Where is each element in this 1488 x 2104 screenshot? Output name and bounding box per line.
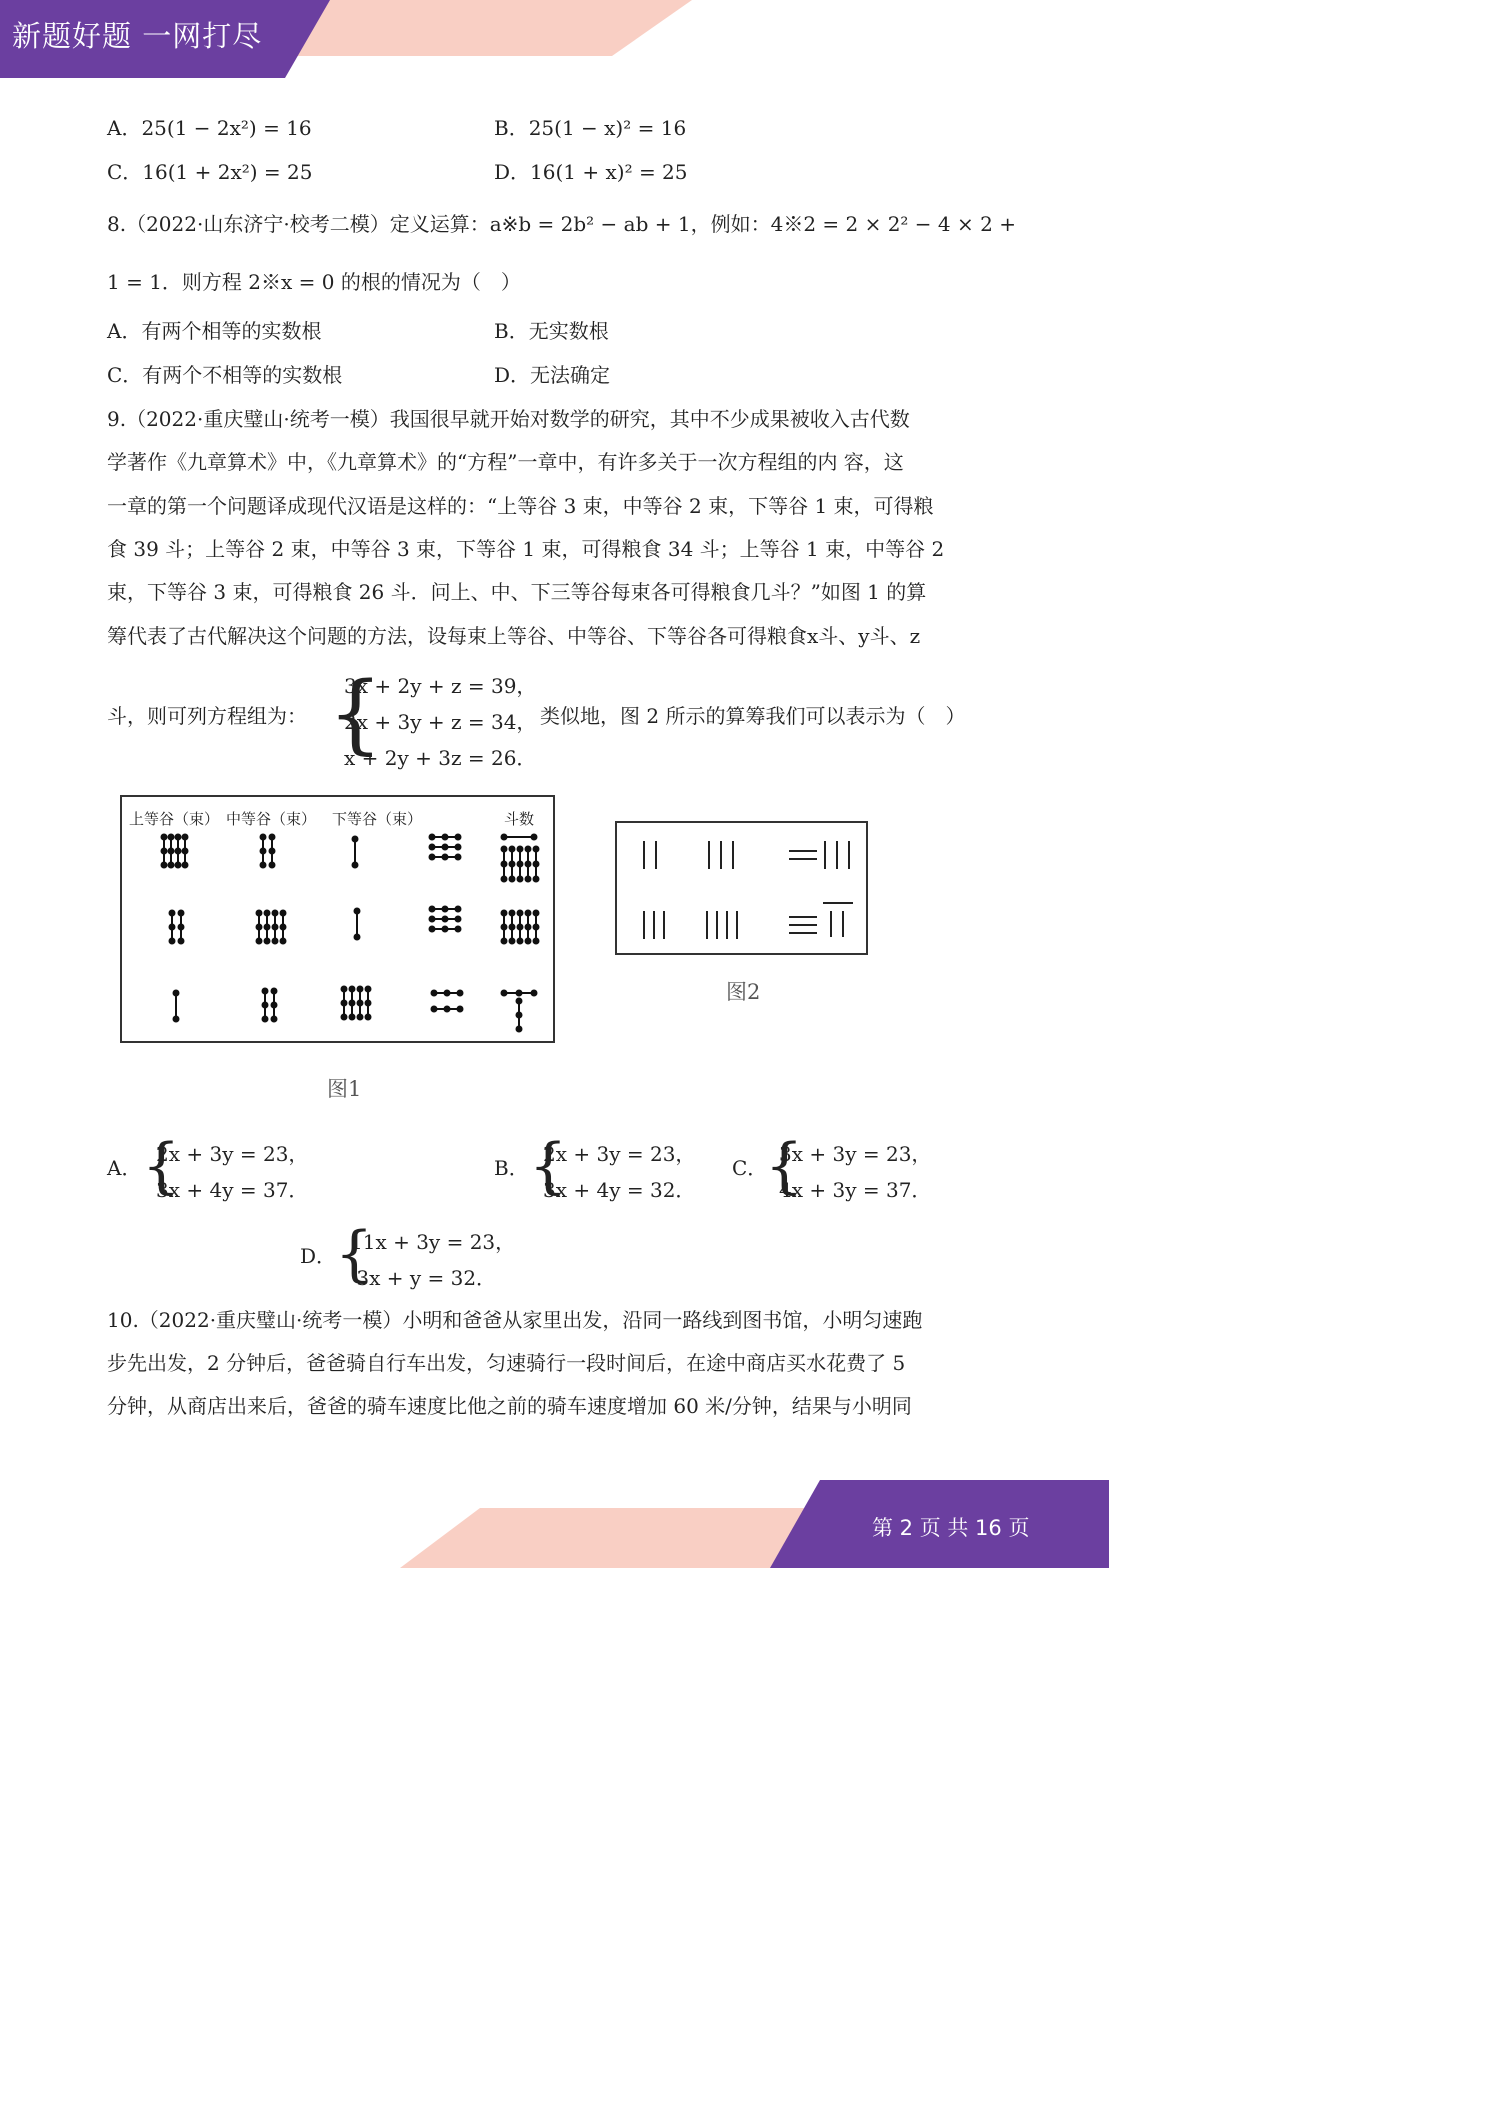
- q9-option-b-eq1: 2x + 3y = 23，: [543, 1142, 696, 1166]
- page-number: 第 2 页 共 16 页: [872, 1516, 1030, 1540]
- q7-option-d: D．16(1 + x)² = 25: [494, 160, 688, 184]
- q8-stem-line2: 1 = 1．则方程 2※x = 0 的根的情况为（ ）: [107, 270, 521, 294]
- q8-option-d: D．无法确定: [494, 363, 611, 387]
- left-brace-icon: {: [765, 1131, 804, 1201]
- q9-system-eq1: 3x + 2y + z = 39，: [344, 674, 537, 698]
- left-brace-icon: {: [328, 664, 383, 764]
- q9-option-a-eq2: 3x + 4y = 37．: [156, 1178, 309, 1202]
- figure-2: [615, 821, 868, 955]
- q9-system-eq2: 2x + 3y + z = 34，: [344, 710, 537, 734]
- left-brace-icon: {: [142, 1131, 181, 1201]
- q9-option-a-label: A．: [107, 1156, 142, 1180]
- q9-option-b-eq2: 3x + 4y = 32．: [543, 1178, 696, 1202]
- counting-rods-figure-1: [122, 797, 553, 1041]
- fig1-header-total: 斗数: [504, 810, 535, 828]
- fig1-header-upper: 上等谷（束）: [129, 810, 220, 828]
- fig1-header-lower: 下等谷（束）: [332, 810, 423, 828]
- counting-rods-figure-2: [617, 823, 866, 953]
- header-title: 新题好题 一网打尽: [12, 19, 263, 53]
- q8-stem-line1: 8.（2022·山东济宁·校考二模）定义运算：a※b = 2b² − ab + 1，例如：4※2 = 2 × 2² − 4 × 2 +: [107, 212, 1016, 236]
- q10-stem-line: 10.（2022·重庆璧山·统考一模）小明和爸爸从家里出发，沿同一路线到图书馆，小明匀速跑: [107, 1308, 923, 1332]
- q7-option-b: B．25(1 − x)² = 16: [494, 116, 687, 140]
- q9-stem-line: 束，下等谷 3 束，可得粮食 26 斗．问上、中、下三等谷每束各可得粮食几斗？”如图 1 的算: [107, 580, 927, 604]
- q7-option-c: C．16(1 + 2x²) = 25: [107, 160, 313, 184]
- q9-stem-line: 一章的第一个问题译成现代汉语是这样的：“上等谷 3 束，中等谷 2 束，下等谷 1 束，可得粮: [107, 494, 934, 518]
- figure-2-caption: 图2: [726, 980, 761, 1004]
- q7-option-a: A．25(1 − 2x²) = 16: [107, 116, 312, 140]
- fig1-header-middle: 中等谷（束）: [226, 810, 317, 828]
- q9-stem-line: 9.（2022·重庆璧山·统考一模）我国很早就开始对数学的研究，其中不少成果被收入古代数: [107, 407, 910, 431]
- q9-system-prefix: 斗，则可列方程组为：: [107, 704, 307, 728]
- q9-option-c-eq2: 4x + 3y = 37．: [779, 1178, 932, 1202]
- left-brace-icon: {: [335, 1219, 374, 1289]
- q10-stem-line: 分钟，从商店出来后，爸爸的骑车速度比他之前的骑车速度增加 60 米/分钟，结果与小明同: [107, 1394, 912, 1418]
- figure-1-caption: 图1: [327, 1077, 362, 1101]
- left-brace-icon: {: [529, 1131, 568, 1201]
- rod-3: [162, 835, 188, 868]
- q9-option-c-eq1: 3x + 3y = 23，: [779, 1142, 932, 1166]
- q9-option-d-eq1: 11x + 3y = 23，: [350, 1230, 516, 1254]
- q10-stem-line: 步先出发，2 分钟后，爸爸骑自行车出发，匀速骑行一段时间后，在途中商店买水花费了 5: [107, 1351, 906, 1375]
- q9-option-c-label: C．: [732, 1156, 768, 1180]
- q8-option-a: A．有两个相等的实数根: [107, 319, 322, 343]
- q9-stem-line: 学著作《九章算术》中，《九章算术》的“方程”一章中，有许多关于一次方程组的内 容，这: [107, 450, 904, 474]
- figure-1: [120, 795, 555, 1043]
- q8-option-c: C．有两个不相等的实数根: [107, 363, 343, 387]
- q8-option-b: B．无实数根: [494, 319, 609, 343]
- q9-stem-line: 筹代表了古代解决这个问题的方法，设每束上等谷、中等谷、下等谷各可得粮食x斗、y斗、z: [107, 624, 921, 648]
- q9-system-eq3: x + 2y + 3z = 26．: [344, 746, 537, 770]
- q9-option-d-label: D．: [300, 1244, 337, 1268]
- q9-stem-line: 食 39 斗；上等谷 2 束，中等谷 3 束，下等谷 1 束，可得粮食 34 斗；上等谷 1 束，中等谷 2: [107, 537, 945, 561]
- q9-option-a-eq1: 2x + 3y = 23，: [156, 1142, 309, 1166]
- q9-system-suffix: 类似地，图 2 所示的算筹我们可以表示为（ ）: [540, 704, 966, 728]
- q9-option-d-eq2: 3x + y = 32．: [350, 1266, 497, 1290]
- q9-option-b-label: B．: [494, 1156, 529, 1180]
